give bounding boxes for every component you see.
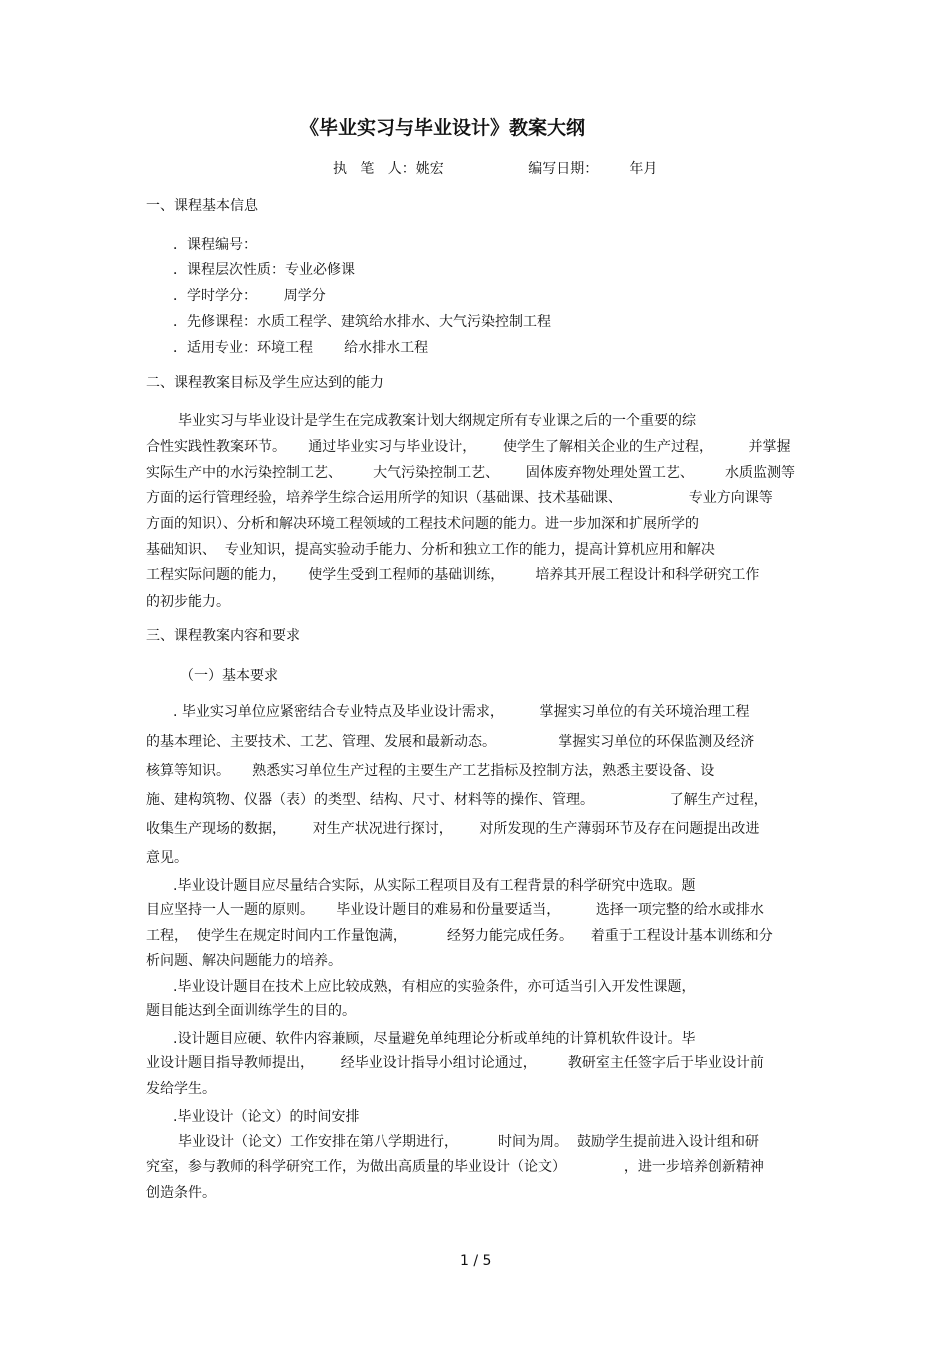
body-line: 工程实际问题的能力， 使学生受到工程师的基础训练， 培养其开展工程设计和科学研究工作 — [146, 567, 760, 583]
body-line: . 毕业实习单位应紧密结合专业特点及毕业设计需求， 掌握实习单位的有关环境治理工程 — [173, 704, 750, 720]
body-line: 方面的运行管理经验，培养学生综合运用所学的知识（基础课、技术基础课、 专业方向课等 — [146, 490, 773, 506]
body-line: 毕业实习与毕业设计是学生在完成教案计划大纲规定所有专业课之后的一个重要的综 — [178, 413, 696, 429]
course-info-item: ．课程层次性质：专业必修课 — [173, 262, 355, 278]
body-line: 工程， 使学生在规定时间内工作量饱满， 经努力能完成任务。 着重于工程设计基本训练和分 — [146, 928, 773, 944]
section-3-heading: 三、课程教案内容和要求 — [146, 628, 300, 644]
subsection-heading: （一）基本要求 — [180, 668, 278, 684]
author-line: 执 笔 人：姚宏 编写日期： 年月 — [333, 161, 658, 177]
section-2-heading: 二、课程教案目标及学生应达到的能力 — [146, 375, 384, 391]
course-info-item: ．适用专业：环境工程 给水排水工程 — [173, 340, 429, 356]
body-line: .毕业设计题目在技术上应比较成熟，有相应的实验条件，亦可适当引入开发性课题， — [173, 979, 696, 995]
body-line: 方面的知识）、分析和解决环境工程领域的工程技术问题的能力。进一步加深和扩展所学的 — [146, 516, 699, 532]
body-line: .毕业设计题目应尽量结合实际，从实际工程项目及有工程背景的科学研究中选取。题 — [173, 878, 696, 894]
body-line: 业设计题目指导教师提出， 经毕业设计指导小组讨论通过， 教研室主任签字后于毕业设计前 — [146, 1055, 764, 1071]
body-line: 毕业设计（论文）工作安排在第八学期进行， 时间为周。 鼓励学生提前进入设计组和研 — [178, 1134, 759, 1150]
body-line: 创造条件。 — [146, 1185, 216, 1201]
body-line: 究室，参与教师的科学研究工作，为做出高质量的毕业设计（论文） ，进一步培养创新精神 — [146, 1159, 764, 1175]
body-line: 基础知识、 专业知识，提高实验动手能力、分析和独立工作的能力，提高计算机应用和解决 — [146, 542, 715, 558]
body-line: 的初步能力。 — [146, 594, 230, 610]
body-line: 意见。 — [146, 850, 188, 866]
section-1-heading: 一、课程基本信息 — [146, 198, 258, 214]
body-line: 施、建构筑物、仪器（表）的类型、结构、尺寸、材料等的操作、管理。 了解生产过程， — [146, 792, 768, 808]
body-line: 的基本理论、主要技术、工艺、管理、发展和最新动态。 掌握实习单位的环保监测及经济 — [146, 734, 755, 750]
page-number: 1 / 5 — [460, 1253, 492, 1269]
course-info-item: ．学时学分： 周学分 — [173, 288, 326, 304]
body-line: 收集生产现场的数据， 对生产状况进行探讨， 对所发现的生产薄弱环节及存在问题提出改进 — [146, 821, 760, 837]
body-line: 目应坚持一人一题的原则。 毕业设计题目的难易和份量要适当， 选择一项完整的给水或排水 — [146, 902, 764, 918]
document-title: 《毕业实习与毕业设计》教案大纲 — [300, 117, 586, 139]
body-line: .毕业设计（论文）的时间安排 — [173, 1109, 360, 1125]
body-line: 发给学生。 — [146, 1081, 216, 1097]
body-line: 合性实践性教案环节。 通过毕业实习与毕业设计， 使学生了解相关企业的生产过程， 并掌握 — [146, 439, 791, 455]
body-line: .设计题目应硬、软件内容兼顾，尽量避免单纯理论分析或单纯的计算机软件设计。毕 — [173, 1031, 696, 1047]
course-info-item: ．先修课程：水质工程学、建筑给水排水、大气污染控制工程 — [173, 314, 551, 330]
course-info-item: ．课程编号： — [173, 237, 257, 253]
body-line: 析问题、解决问题能力的培养。 — [146, 953, 342, 969]
body-line: 实际生产中的水污染控制工艺、 大气污染控制工艺、 固体废弃物处理处置工艺、 水质监测等 — [146, 465, 796, 481]
body-line: 核算等知识。 熟悉实习单位生产过程的主要生产工艺指标及控制方法，熟悉主要设备、设 — [146, 763, 715, 779]
body-line: 题目能达到全面训练学生的目的。 — [146, 1003, 356, 1019]
